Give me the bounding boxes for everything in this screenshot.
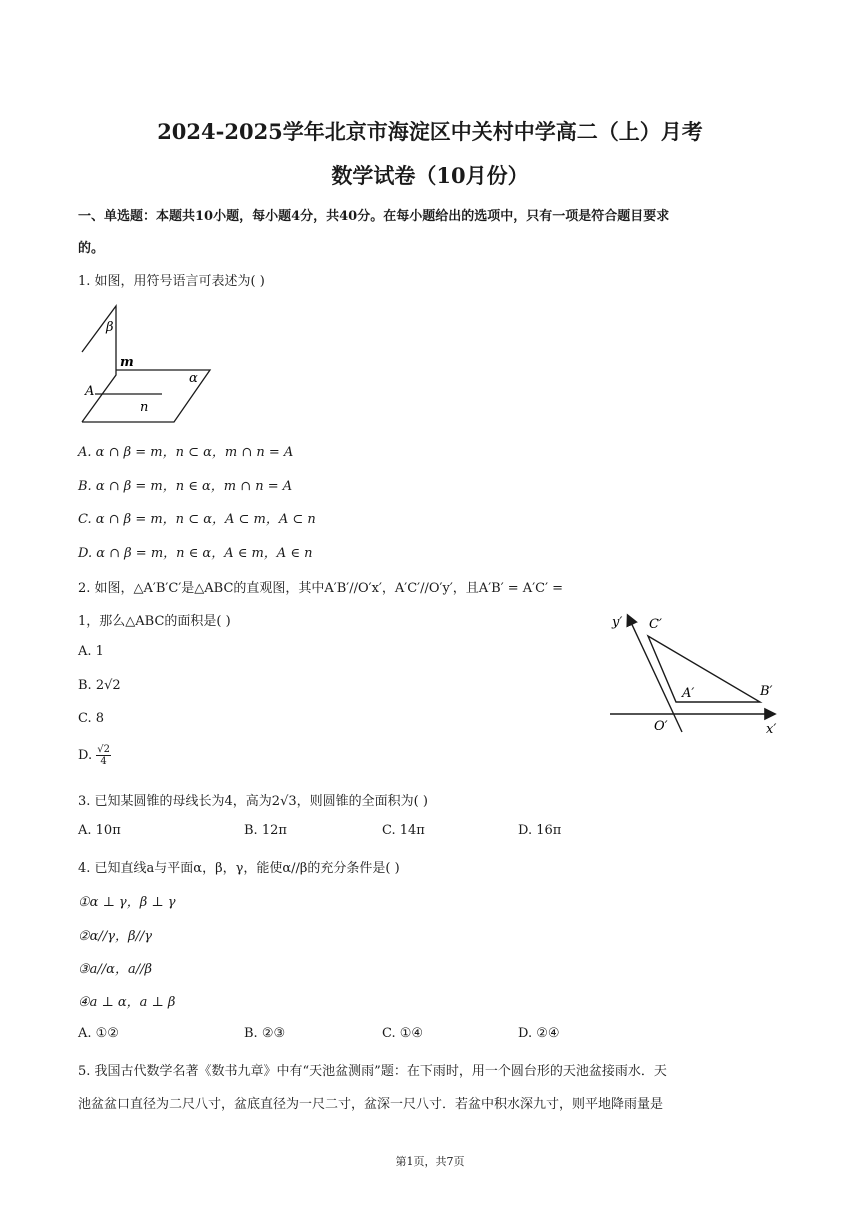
label-A: A xyxy=(85,384,95,399)
q2-option-d xyxy=(78,744,111,767)
q1-option-a: A. α ∩ β = m，n ⊂ α，m ∩ n = A xyxy=(78,445,294,460)
section-heading: 一、单选题：本题共10小题，每小题4分，共40分。在每小题给出的选项中，只有一项是符合题目要求 xyxy=(78,209,670,224)
q1-option-c: C. α ∩ β = m，n ⊂ α，A ⊂ m，A ⊂ n xyxy=(78,512,316,527)
fraction-denominator: 4 xyxy=(100,756,107,767)
title-line-1: 2024-2025学年北京市海淀区中关村中学高二（上）月考 xyxy=(157,119,703,144)
label-n: n xyxy=(140,400,149,415)
q2-figure-oblique-triangle xyxy=(604,606,784,744)
fraction-numerator: √2 xyxy=(97,744,110,755)
q4-option-a: A. ①② xyxy=(78,1026,119,1041)
q2-option-d-prefix: D. xyxy=(78,748,97,763)
triangle-abc-prime xyxy=(648,636,760,702)
label-b-prime: B′ xyxy=(760,684,773,699)
q4-stem: 4. 已知直线a与平面α，β，γ，能使α//β的充分条件是( ) xyxy=(78,861,400,876)
q4-condition-2: ②α//γ，β//γ xyxy=(78,929,153,944)
q4-condition-1: ①α ⊥ γ，β ⊥ γ xyxy=(78,895,176,910)
q4-condition-3: ③a//α，a//β xyxy=(78,962,152,977)
label-beta: β xyxy=(106,320,114,335)
q3-stem: 3. 已知某圆锥的母线长为4，高为2√3，则圆锥的全面积为( ) xyxy=(78,794,428,809)
section-heading-cont: 的。 xyxy=(78,241,105,256)
label-x-prime: x′ xyxy=(766,722,777,737)
q4-option-c: C. ①④ xyxy=(382,1026,424,1041)
q3-option-c: C. 14π xyxy=(382,823,425,838)
page-footer: 第1页，共7页 xyxy=(395,1155,465,1168)
q3-option-d: D. 16π xyxy=(518,823,562,838)
label-y-prime: y′ xyxy=(612,615,623,630)
q2-option-b: B. 2√2 xyxy=(78,678,121,693)
q2-option-d-fraction xyxy=(96,744,111,767)
q4-option-b: B. ②③ xyxy=(244,1026,286,1041)
q1-option-b: B. α ∩ β = m，n ∈ α，m ∩ n = A xyxy=(78,479,293,494)
label-alpha: α xyxy=(189,371,198,386)
label-o-prime: O′ xyxy=(654,719,668,734)
label-a-prime: A′ xyxy=(682,686,695,701)
q2-option-c: C. 8 xyxy=(78,711,105,726)
q2-stem-line-2: 1，那么△ABC的面积是( ) xyxy=(78,614,231,629)
q4-option-d: D. ②④ xyxy=(518,1026,560,1041)
q1-figure-planes xyxy=(76,300,216,428)
q4-condition-4: ④a ⊥ α，a ⊥ β xyxy=(78,995,176,1010)
q3-option-b: B. 12π xyxy=(244,823,287,838)
q2-stem-line-1: 2. 如图，△A′B′C′是△ABC的直观图，其中A′B′//O′x′，A′C′//O′y′，且A′B′ = A′C′ = xyxy=(78,581,564,596)
q3-option-a: A. 10π xyxy=(78,823,121,838)
q5-line-1: 5. 我国古代数学名著《数书九章》中有“天池盆测雨”题：在下雨时，用一个圆台形的天池盆接雨水．天 xyxy=(78,1064,667,1079)
q2-option-a: A. 1 xyxy=(78,644,104,659)
label-c-prime: C′ xyxy=(649,617,662,632)
q1-option-d: D. α ∩ β = m，n ∈ α，A ∈ m，A ∈ n xyxy=(78,546,313,561)
q1-stem: 1. 如图，用符号语言可表述为( ) xyxy=(78,274,265,289)
label-m: m xyxy=(120,355,134,370)
q5-line-2: 池盆盆口直径为二尺八寸，盆底直径为一尺二寸，盆深一尺八寸．若盆中积水深九寸，则平地降雨量是 xyxy=(78,1097,664,1112)
title-line-2: 数学试卷（10月份） xyxy=(331,163,529,188)
